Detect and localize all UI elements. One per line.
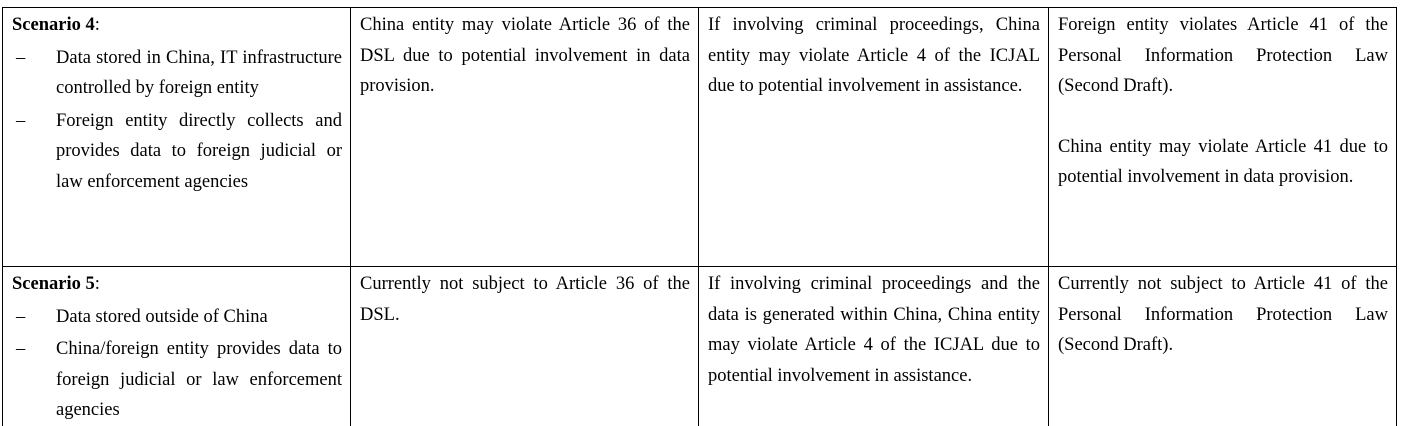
dsl-cell (351, 8, 699, 267)
icjal-cell (699, 8, 1049, 267)
list-item (12, 334, 342, 426)
scenario-cell (3, 8, 351, 267)
table-row-scenario-4 (3, 8, 1397, 267)
pipl-cell (1049, 8, 1397, 267)
dsl-text: China entity may violate Article 36 of the DSL due to potential involvement in data provision. (360, 15, 690, 96)
pipl-text: China entity may violate Article 41 due to potential involvement in data provision. (1058, 136, 1388, 187)
list-item (12, 302, 342, 333)
bullet-text: China/foreign entity provides data to foreign judicial or law enforcement agencies (56, 339, 342, 420)
dash-bullet-icon: – (16, 47, 26, 68)
pipl-cell (1049, 267, 1397, 426)
scenario-colon: : (94, 274, 100, 294)
icjal-cell (699, 267, 1049, 426)
list-item (12, 43, 342, 104)
scenario-table (2, 7, 1397, 426)
scenario-bullet-list (12, 302, 342, 426)
bullet-text: Data stored outside of China (56, 306, 268, 327)
icjal-text: If involving criminal proceedings, China entity may violate Article 4 of the ICJAL due to potential involvement in assistance. (708, 15, 1040, 96)
dsl-text: Currently not subject to Article 36 of the DSL. (360, 274, 690, 325)
dsl-cell (351, 267, 699, 426)
scenario-title: Scenario 5 (12, 274, 95, 294)
icjal-text: If involving criminal proceedings and the data is generated within China, China entity may violate Article 4 of the ICJAL due to potential involvement in assistance. (708, 274, 1040, 386)
pipl-text: Foreign entity violates Article 41 of the Personal Information Protection Law (Second Draft). (1058, 15, 1388, 96)
table-row-scenario-5 (3, 267, 1397, 426)
dash-bullet-icon: – (16, 110, 26, 131)
scenario-bullet-list (12, 43, 342, 198)
scenario-title: Scenario 4 (12, 15, 95, 35)
scenario-heading (12, 269, 342, 300)
scenario-cell (3, 267, 351, 426)
scenario-colon: : (94, 15, 100, 35)
bullet-text: Foreign entity directly collects and provides data to foreign judicial or law enforcement agencies (56, 110, 342, 192)
dash-bullet-icon: – (16, 339, 26, 359)
list-item (12, 106, 342, 198)
bullet-text: Data stored in China, IT infrastructure controlled by foreign entity (56, 47, 342, 98)
dash-bullet-icon: – (16, 306, 26, 327)
scenario-heading (12, 10, 342, 41)
pipl-text: Currently not subject to Article 41 of the Personal Information Protection Law (Second Draft). (1058, 274, 1388, 355)
